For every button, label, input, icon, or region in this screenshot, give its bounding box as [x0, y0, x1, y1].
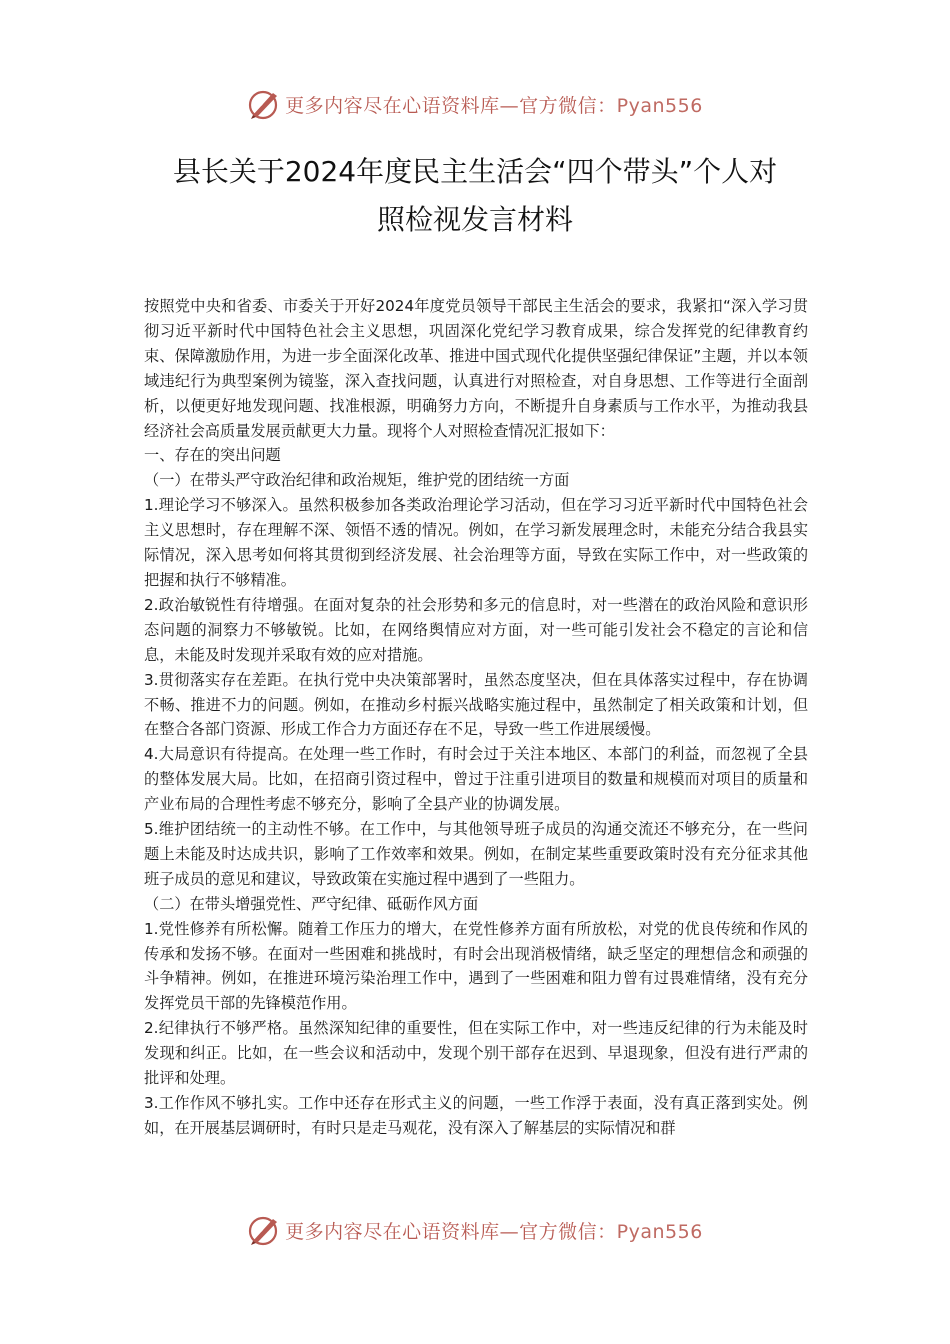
body-paragraph: 5.维护团结统一的主动性不够。在工作中，与其他领导班子成员的沟通交流还不够充分，在一些问题上未能及时达成共识，影响了工作效率和效果。例如，在制定某些重要政策时没有充分征求其他班子成员的意见和建议，导致政策在实施过程中遇到了一些阻力。: [144, 820, 808, 888]
subsection-heading: （二）在带头增强党性、严守纪律、砥砺作风方面: [144, 894, 479, 913]
body-paragraph: 3.贯彻落实存在差距。在执行党中央决策部署时，虽然态度坚决，但在具体落实过程中，存在协调不畅、推进不力的问题。例如，在推动乡村振兴战略实施过程中，虽然制定了相关政策和计划，但在整合各部门资源、形成工作合力方面还存在不足，导致一些工作进展缓慢。: [144, 670, 808, 739]
title-line-1: 县长关于2024年度民主生活会“四个带头”个人对: [172, 155, 778, 188]
banner-text: 更多内容尽在心语资料库—官方微信：Pyan556: [285, 1220, 703, 1243]
body-paragraph: 4.大局意识有待提高。在处理一些工作时，有时会过于关注本地区、本部门的利益，而忽视了全县的整体发展大局。比如，在招商引资过程中，曾过于注重引进项目的数量和规模而对项目的质量和产业布局的合理性考虑不够充分，影响了全县产业的协调发展。: [144, 745, 808, 814]
intro-paragraph: 按照党中央和省委、市委关于开好2024年度党员领导干部民主生活会的要求，我紧扣“深入学习贯彻习近平新时代中国特色社会主义思想，巩固深化党纪学习教育成果，综合发挥党的纪律教育约束、保障激励作用，为进一步全面深化改革、推进中国式现代化提供坚强纪律保证”主题，并以本领域违纪行为典型案例为镜鉴，深入查找问题，认真进行对照检查，对自身思想、工作等进行全面剖析，以便更好地发现问题、找准根源，明确努力方向，不断提升自身素质与工作水平，为推动我县经济社会高质量发展贡献更大力量。现将个人对照检查情况汇报如下：: [144, 297, 808, 440]
pen-logo-icon: [247, 1213, 281, 1247]
header-banner: [0, 84, 950, 124]
body-paragraph: 2.纪律执行不够严格。虽然深知纪律的重要性，但在实际工作中，对一些违反纪律的行为未能及时发现和纠正。比如，在一些会议和活动中，发现个别干部存在迟到、早退现象，但没有进行严肃的批评和处理。: [144, 1019, 808, 1088]
banner-handle: Pyan556: [616, 1220, 703, 1243]
document-title: [120, 148, 830, 244]
document-body: [144, 294, 808, 1141]
body-paragraph: 3.工作作风不够扎实。工作中还存在形式主义的问题，一些工作浮于表面，没有真正落到实处。例如，在开展基层调研时，有时只是走马观花，没有深入了解基层的实际情况和群: [144, 1094, 808, 1137]
banner-handle: Pyan556: [616, 94, 703, 117]
pen-logo-icon: [247, 87, 281, 121]
body-paragraph: 1.党性修养有所松懈。随着工作压力的增大，在党性修养方面有所放松，对党的优良传统和作风的传承和发扬不够。在面对一些困难和挑战时，有时会出现消极情绪，缺乏坚定的理想信念和顽强的斗争精神。例如，在推进环境污染治理工作中，遇到了一些困难和阻力曾有过畏难情绪，没有充分发挥党员干部的先锋模范作用。: [144, 919, 808, 1013]
banner-text: 更多内容尽在心语资料库—官方微信：Pyan556: [285, 94, 703, 117]
body-paragraph: 1.理论学习不够深入。虽然积极参加各类政治理论学习活动，但在学习习近平新时代中国特色社会主义思想时，存在理解不深、领悟不透的情况。例如，在学习新发展理念时，未能充分结合我县实际情况，深入思考如何将其贯彻到经济发展、社会治理等方面，导致在实际工作中，对一些政策的把握和执行不够精准。: [144, 496, 808, 589]
title-line-2: 照检视发言材料: [376, 203, 573, 236]
body-paragraph: 2.政治敏锐性有待增强。在面对复杂的社会形势和多元的信息时，对一些潜在的政治风险和意识形态问题的洞察力不够敏锐。比如，在网络舆情应对方面，对一些可能引发社会不稳定的言论和信息，未能及时发现并采取有效的应对措施。: [144, 595, 808, 664]
subsection-heading: （一）在带头严守政治纪律和政治规矩，维护党的团结统一方面: [144, 471, 570, 490]
footer-banner: [0, 1210, 950, 1250]
section-heading: 一、存在的突出问题: [144, 446, 281, 465]
